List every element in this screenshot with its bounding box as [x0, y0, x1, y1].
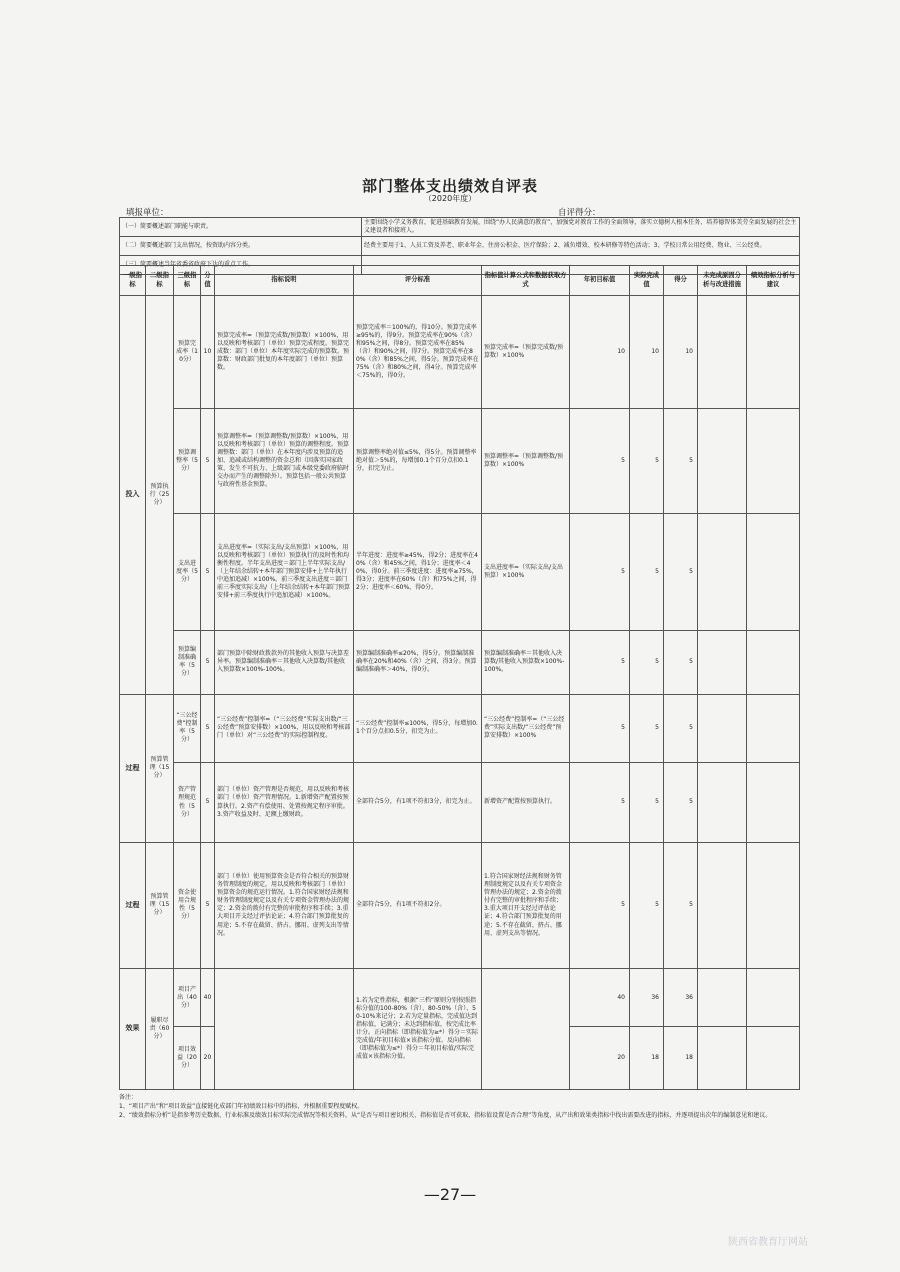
header-cell: 绩效指标分析与建议	[747, 266, 800, 296]
got-cell: 5	[664, 514, 698, 631]
standard-cell: 预算调整率绝对值≤5%，得5分。预算调整率绝对值＞5%的，每增加0.1个百分点扣0.1分，扣完为止。	[354, 409, 482, 514]
score-cell: 5	[201, 409, 215, 514]
table-row	[120, 409, 800, 514]
level1-cell: 投入	[120, 296, 146, 694]
got-cell: 5	[664, 631, 698, 695]
target-cell: 5	[570, 842, 630, 968]
reason-cell	[698, 968, 747, 1026]
description-cell: 预算调整率=（预算调整数/预算数）×100%，用以反映和考核部门（单位）预算的调整程度。预算调整数：部门（单位）在本年度内涉及预算的追加、追减或结构调整的资金总和（因落实国家政策、发生不可抗力、上级部门或本级党委政府临时交办而产生的调整除外）。预算包括一般公共预算与政府性基金预算。	[215, 409, 354, 514]
advice-cell	[747, 763, 800, 843]
score-cell: 5	[201, 694, 215, 763]
got-cell: 18	[664, 1027, 698, 1090]
note-item: 2、“绩效指标分析”是指参考历史数据、行业标准及绩效目标实际完成情况等相关资料，从“是否与项目密切相关、指标值是否可获取，指标值设置是否合理”等角度，从产出和效果类指标中找出需要改进的指标，并逐项提出次年的编制意见和建议。	[119, 1112, 772, 1119]
target-cell: 5	[570, 763, 630, 843]
score-cell: 10	[201, 296, 215, 409]
level3-cell: 预算完成率（10分）	[174, 296, 201, 409]
header-cell: 年初目标值	[570, 266, 630, 296]
actual-cell: 36	[630, 968, 664, 1026]
description-cell: 部门（单位）使用预算资金是否符合相关的预算财务管理制度的规定，用以反映和考核部门（单位）预算资金的规范运行情况。1.符合国家财经法规和财务管理制度规定以及有关专项资金管理办法的规定；2.资金的拨付有完整的审批程序和手续；3.重大项目开支经过评估论证；4.符合部门预算批复的用途；5.不存在截留、挤占、挪用、虚列支出等情况。	[215, 842, 354, 968]
formula-cell: “三公经费”控制率=（“三公经费”实际支出数/“三公经费”预算安排数）×100%	[482, 694, 570, 763]
reason-cell	[698, 1027, 747, 1090]
form-year: （2020年度）	[423, 194, 477, 203]
standard-cell: 预算完成率＝100%的，得10分。预算完成率≥95%的，得9分。预算完成率在90%（含）和95%之间，得8分。预算完成率在85%（含）和90%之间，得7分。预算完成率在80%（含）和85%之间，得5分。预算完成率在75%（含）和80%之间，得4分。预算完成率＜75%的，得0分。	[354, 296, 482, 409]
advice-cell	[747, 296, 800, 409]
level3-cell: 预算调整率（5分）	[174, 409, 201, 514]
advice-cell	[747, 694, 800, 763]
header-cell: 一级指标	[120, 266, 146, 296]
reason-cell	[698, 514, 747, 631]
level2-cell: 预算执行（25分）	[146, 296, 174, 694]
description-cell: 部门预算中除财政拨款外的其他收入预算与决算差异率。预算编制准确率＝其他收入决算数/其他收入预算数×100%-100%。	[215, 631, 354, 695]
score-cell: 20	[201, 1027, 215, 1090]
actual-cell: 5	[630, 842, 664, 968]
level3-cell: 项目产出（40分）	[174, 968, 201, 1026]
level2-cell: 预算管理（15分）	[146, 842, 174, 968]
level2-cell: 履职尽责（60分）	[146, 968, 174, 1089]
reason-cell	[698, 842, 747, 968]
standard-cell: 1.若为定性指标，根据“三档”原则分别按照指标分值的100-80%（含）、80-50%（含）、50-10%来记分；2.若为定量指标，完成值达到指标值，记满分；未达到指标值，按完成比率计分。正向指标（即指标值为≥*）得分＝实际完成值/年初目标值×该指标分值。反向指标（即指标值为≤*）得分＝年初目标值/实际完成值×该指标分值。	[354, 968, 482, 1089]
note-item: 1、“项目产出”和“项目效益”直接链化成部门年初绩效目标中的指标，并根据重要程度赋权。	[119, 1103, 364, 1110]
standard-cell: 全部符合5分，有1项不符扣3分，扣完为止。	[354, 763, 482, 843]
level3-cell: 支出进度率（5分）	[174, 514, 201, 631]
reason-cell	[698, 631, 747, 695]
standard-cell: “三公经费”控制率≤100%，得5分，每增加0.1个百分点扣0.5分，扣完为止。	[354, 694, 482, 763]
got-cell: 10	[664, 296, 698, 409]
formula-cell: 预算完成率=（预算完成数/预算数）×100%	[482, 296, 570, 409]
formula-cell	[482, 968, 570, 1089]
description-cell: 部门（单位）资产管理是否规范，用以反映和考核部门（单位）资产管理情况。1.新增资产配置按预算执行。2.资产有偿使用、处置按规定程序审批。3.资产收益及时、足额上缴财政。	[215, 763, 354, 843]
intro-label: （三）简要概述当年省委省政府下达的重点工作。	[120, 256, 362, 275]
level3-cell: 资产管理规范性（5分）	[174, 763, 201, 843]
formula-cell: 支出进度率=（实际支出/支出预算）×100%	[482, 514, 570, 631]
actual-cell: 18	[630, 1027, 664, 1090]
description-cell: 支出进度率=（实际支出/支出预算）×100%，用以反映和考核部门（单位）预算执行的及时性和均衡性程度。半年支出进度＝部门上半年实际支出/（上年结余结转+本年部门预算安排+上半年执行中追加追减）×100%。前三季度支出进度＝部门前三季度实际支出/（上年结余结转+本年部门预算安排+前三季度执行中追加追减）×100%。	[215, 514, 354, 631]
formula-cell: 预算编制准确率＝其他收入决算数/其他收入预算数×100%-100%。	[482, 631, 570, 695]
level3-cell: 资金使用合规性（5分）	[174, 842, 201, 968]
header-cell: 评分标准	[354, 266, 482, 296]
formula-cell: 预算调整率=（预算调整数/预算数）×100%	[482, 409, 570, 514]
intro-label: （一）简要概述部门职能与职责。	[120, 218, 362, 237]
actual-cell: 5	[630, 409, 664, 514]
form-title: 部门整体支出绩效自评表	[361, 177, 538, 195]
reason-cell	[698, 763, 747, 843]
reason-cell	[698, 296, 747, 409]
level1-cell: 过程	[120, 694, 146, 842]
actual-cell: 10	[630, 296, 664, 409]
performance-table	[119, 265, 800, 1090]
level1-cell: 过程	[120, 842, 146, 968]
standard-cell: 半年进度：进度率≥45%，得2分；进度率在40%（含）和45%之间，得1分；进度率＜40%，得0分。前三季度进度：进度率≥75%，得3分；进度率在60%（含）和75%之间，得2分；进度率＜60%，得0分。	[354, 514, 482, 631]
target-cell: 5	[570, 514, 630, 631]
advice-cell	[747, 514, 800, 631]
description-cell: 预算完成率=（预算完成数/预算数）×100%，用以反映和考核部门（单位）预算完成程度。预算完成数：部门（单位）本年度实际完成的预算数。预算数：财政部门批复的本年度部门（单位）预算数。	[215, 296, 354, 409]
table-row	[120, 842, 800, 968]
header-cell: 指标说明	[215, 266, 354, 296]
target-cell: 10	[570, 296, 630, 409]
score-cell: 5	[201, 842, 215, 968]
table-row	[120, 514, 800, 631]
got-cell: 5	[664, 694, 698, 763]
intro-content: 主要围绕小学义务教育，促进基础教育发展，围绕“办人民满意的教育”，加强党对教育工作的全面领导，落实立德树人根本任务，培养德智体美劳全面发展的社会主义建设者和接班人。	[362, 218, 800, 237]
header-cell: 分值	[201, 266, 215, 296]
table-row	[120, 631, 800, 695]
advice-cell	[747, 968, 800, 1026]
intro-label: （二）简要概述部门支出情况，按资助内容分类。	[120, 237, 362, 256]
header-cell: 二级指标	[146, 266, 174, 296]
header-cell: 指标值计算公式和数据获取方式	[482, 266, 570, 296]
table-row	[120, 968, 800, 1026]
got-cell: 5	[664, 409, 698, 514]
header-cell: 实际完成值	[630, 266, 664, 296]
level3-cell: “三公经费”控制率（5分）	[174, 694, 201, 763]
reason-cell	[698, 409, 747, 514]
actual-cell: 5	[630, 514, 664, 631]
target-cell: 5	[570, 694, 630, 763]
header-row	[120, 266, 800, 296]
actual-cell: 5	[630, 763, 664, 843]
notes-label: 备注：	[119, 1094, 138, 1101]
level3-cell: 项目效益（20分）	[174, 1027, 201, 1090]
level3-cell: 预算编制准确率（5分）	[174, 631, 201, 695]
description-cell: “三公经费”控制率=（“三公经费”实际支出数/“三公经费”预算安排数）×100%，用以反映和考核部门（单位）对“三公经费”的实际控制程度。	[215, 694, 354, 763]
header-cell: 三级指标	[174, 266, 201, 296]
notes	[119, 1093, 809, 1120]
header-cell: 得分	[664, 266, 698, 296]
standard-cell: 预算编制准确率≤20%，得5分。预算编制准确率在20%和40%（含）之间，得3分。预算编制准确率＞40%，得0分。	[354, 631, 482, 695]
intro-row	[120, 218, 800, 237]
score-cell: 5	[201, 514, 215, 631]
got-cell: 5	[664, 763, 698, 843]
standard-cell: 全部符合5分，有1项不符扣2分。	[354, 842, 482, 968]
intro-row	[120, 237, 800, 256]
table-row	[120, 763, 800, 843]
table-row	[120, 694, 800, 763]
reporting-unit-label: 填报单位：	[126, 208, 169, 218]
intro-content: 经费主要用于1、人员工资及养老、职业年金、住房公积金、医疗保险；2、减负增效、校本研修等特色活动；3、学校日常公用经费、物业、三公经费。	[362, 237, 800, 256]
target-cell: 40	[570, 968, 630, 1026]
reason-cell	[698, 694, 747, 763]
score-cell: 40	[201, 968, 215, 1026]
score-cell: 5	[201, 631, 215, 695]
formula-cell: 1.符合国家财经法规和财务管理制度规定以及有关专项资金管理办法的规定；2.资金的拨付有完整的审批程序和手续；3.重大项目开支经过评估论证；4.符合部门预算批复的用途；5.不存在截留、挤占、挪用、虚列支出等情况。	[482, 842, 570, 968]
actual-cell: 5	[630, 631, 664, 695]
description-cell	[215, 968, 354, 1089]
target-cell: 5	[570, 631, 630, 695]
advice-cell	[747, 842, 800, 968]
advice-cell	[747, 409, 800, 514]
header-cell: 未完成原因分析与改进措施	[698, 266, 747, 296]
advice-cell	[747, 1027, 800, 1090]
got-cell: 5	[664, 842, 698, 968]
target-cell: 5	[570, 409, 630, 514]
table-row	[120, 296, 800, 409]
self-score-label: 自评得分：	[558, 208, 601, 218]
got-cell: 36	[664, 968, 698, 1026]
level2-cell: 预算管理（15分）	[146, 694, 174, 842]
score-cell: 5	[201, 763, 215, 843]
page-number: —27—	[423, 1185, 477, 1204]
level1-cell: 效果	[120, 968, 146, 1089]
formula-cell: 新增资产配置按预算执行。	[482, 763, 570, 843]
watermark: 陕西省教育厅网站	[728, 1237, 808, 1248]
actual-cell: 5	[630, 694, 664, 763]
target-cell: 20	[570, 1027, 630, 1090]
advice-cell	[747, 631, 800, 695]
